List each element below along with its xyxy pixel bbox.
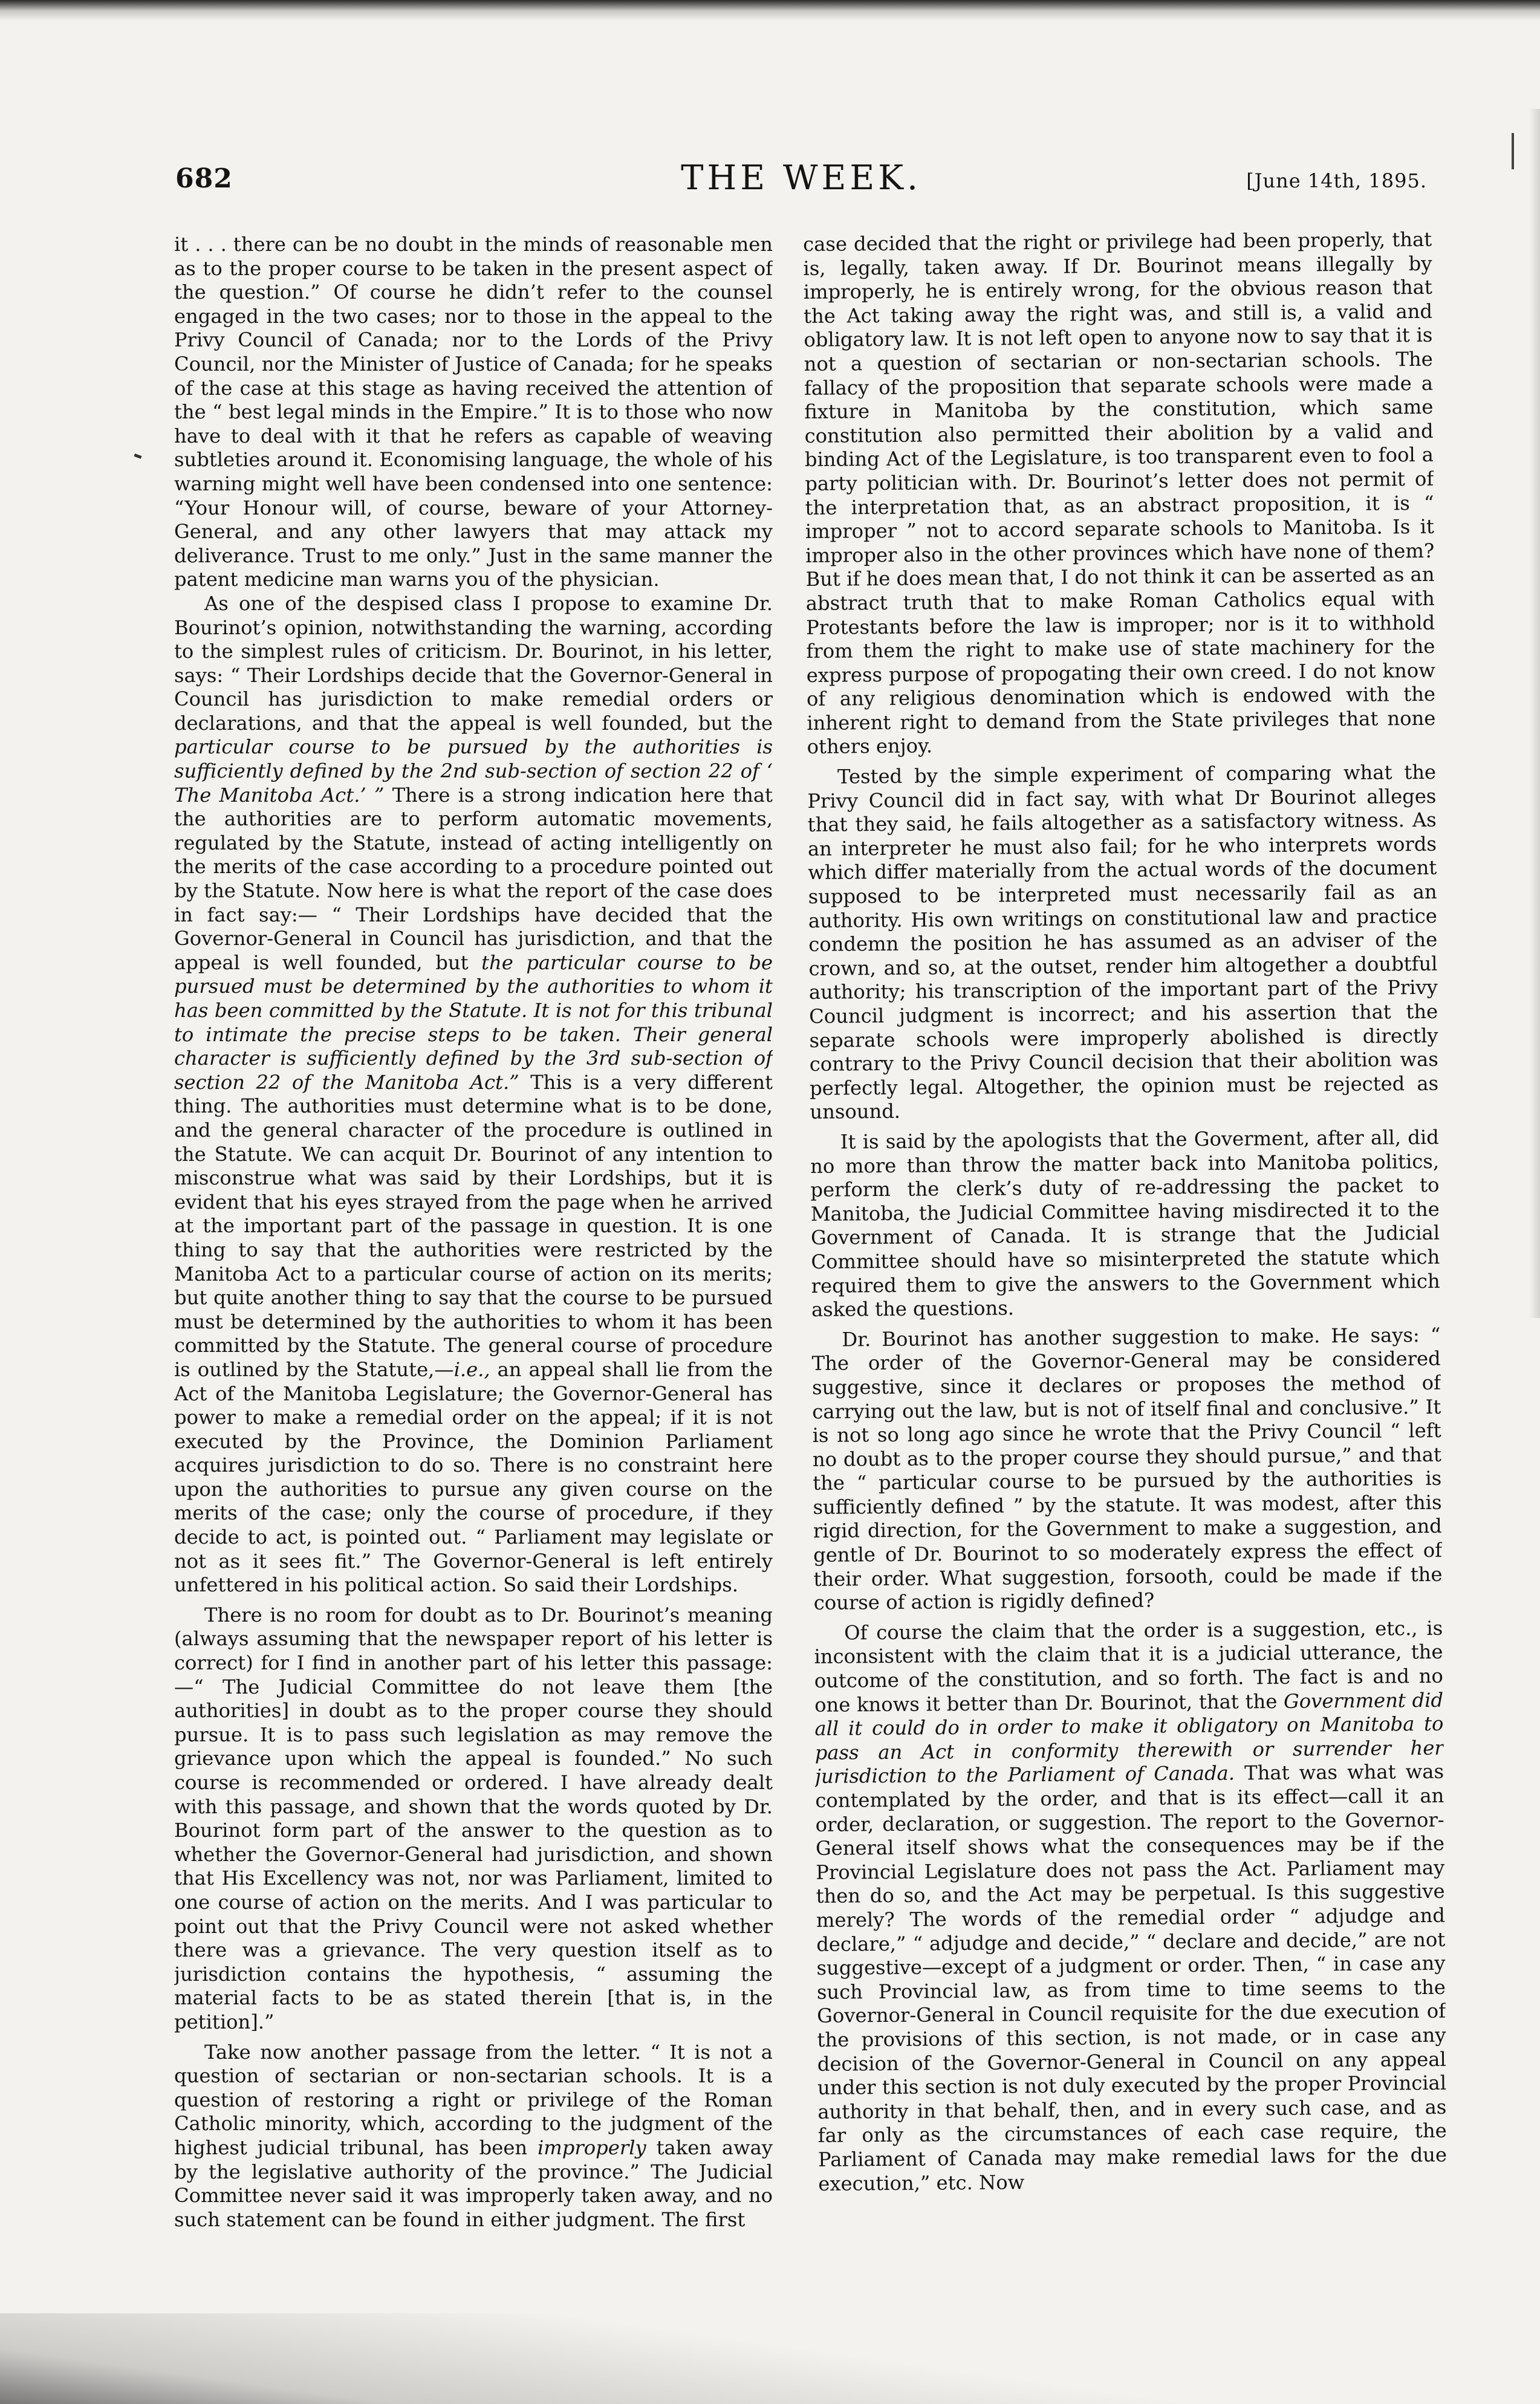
text-run: an appeal shall lie from the Act of the Manitoba Legislature; the Governor-General has power to make a remedial order on the appeal; if it is not executed by the Province, the Dominion Parliament acquires jurisdiction to do so. There is no constraint here upon the authorities to pursue any given course on the merits of the case; only the course of procedure, if they decide to act, is pointed out. “ Parliament may legislate or not as it sees fit.” The Governor-General is left entirely unfettered in his political action. So said their Lordships. [174, 1357, 773, 1597]
text-run: Dr. Bourinot has another suggestion to make. He says: “ The order of the Governor-General may be considered suggestive, since it declares or proposes the method of carrying out the law, but is not of itself final and conclusive.” It is not so long ago since he wrote that the Privy Council “ left no doubt as to the proper course they should pursue,” and that the “ particular course to be pursued by the authorities is sufficiently defined ” by the statute. It was modest, after this rigid direction, for the Government to make a suggestion, and gentle of Dr. Bourinot to so moderately express the effect of their order. What suggestion, forsooth, could be made if the course of action is rigidly defined? [811, 1323, 1443, 1615]
page-number: 682 [175, 163, 233, 194]
paragraph [174, 592, 773, 1597]
margin-rule [1512, 133, 1514, 169]
italic-abbrev: i.e., [453, 1357, 490, 1381]
text-run: case decided that the right or privilege had been properly, that is, legally, taken away. If Dr. Bourinot means illegally by improperly, he is entirely wrong, for the obvious reason that the Act taking away the right was, and still is, a valid and obligatory law. It is not left open to anyone now to say that it is not a question of sectarian or non-sectarian schools. The fallacy of the proposition that separate schools were made a fixture in Manitoba by the constitution, which same constitution also permitted their abolition by a valid and binding Act of the Legislature, is too transparent even to fool a party politician with. Dr. Bourinot’s letter does not permit of the interpretation that, as an abstract proposition, it is “ improper ” not to accord separate schools to Manitoba. Is it improper also in the other provinces which have none of them? But if he does mean that, I do not think it can be asserted as an abstract truth that to make Roman Catholics equal with Protestants before the law is improper; nor is it to withhold from them the right to make use of state machinery for the express purpose of propogating their own creed. I do not know of any religious denomination which is endowed with the inherent right to demand from the State privileges that none others enjoy. [803, 227, 1436, 759]
text-run: There is a strong indication here that the authorities are to perform automatic movements, regulated by the Statute, instead of acting intelligently on the merits of the case according to a procedure pointed out by the Statute. Now here is what the report of the case does in fact say:— “ Their Lordships have decided that the Governor-General in Council has jurisdiction, and that the appeal is well founded, but [174, 783, 773, 974]
paragraph [814, 1617, 1447, 2196]
text-run: This is a very different thing. The authorities must determine what is to be done, and the general character of the procedure is outlined in the Statute. We can acquit Dr. Bourinot of any intention to misconstrue what was said by their Lordships, but it is evident that his eyes strayed from the page when he arrived at the important part of the passage in question. It is one thing to say that the authorities were restricted by the Manitoba Act to a particular course of action on its merits; but quite another thing to say that the course to be pursued must be determined by the authorities to whom it has been committed by the Statute. The general course of procedure is outlined by the Statute,— [174, 1070, 773, 1381]
right-column [803, 228, 1449, 2367]
text-run: It is said by the apologists that the Goverment, after all, did no more than throw the matter back into Manitoba politics, perform the clerk’s duty of re-addressing the packet to Manitoba, the Judicial Committee having misdirected it to the Government of Canada. It is strange that the Judicial Committee should have so misinterpreted the statute which required them to give the answers to the Government which asked the questions. [810, 1125, 1440, 1322]
issue-date: [June 14th, 1895. [1246, 169, 1427, 192]
paragraph [174, 233, 773, 592]
paragraph [811, 1323, 1443, 1615]
text-run: Tested by the simple experiment of comparing what the Privy Council did in fact say, with what Dr Bourinot alleges that they said, he fails altogether as a satisfactory witness. As an interpreter he must also fail; for he who interprets words which differ materially from the actual words of the document supposed to be interpreted must necessarily fail as an authority. His own writings on constitutional law and practice condemn the position he has assumed as an adviser of the crown, and so, at the outset, render him altogether a doubtful authority; his transcription of the important part of the Privy Council judgment is incorrect; and his assertion that the separate schools were improperly abolished is directly contrary to the Privy Council decision that their abolition was perfectly legal. Altogether, the opinion must be rejected as unsound. [807, 760, 1439, 1124]
text-run: There is no room for doubt as to Dr. Bourinot’s meaning (always assuming that the newspaper report of his letter is correct) for I find in another part of his letter this passage:—“ The Judicial Committee do not leave them [the authorities] in doubt as to the proper course they should pursue. It is to pass such legislation as may remove the grievance upon which the appeal is founded.” No such course is recommended or ordered. I have already dealt with this passage, and shown that the words quoted by Dr. Bourinot form part of the answer to the question as to whether the Governor-General had jurisdiction, and shown that His Excellency was not, nor was Parliament, limited to one course of action on the merits. And I was particular to point out that the Privy Council were not asked whether there was a grievance. The very question itself as to jurisdiction contains the hypothesis, “ assuming the material facts to be as stated therein [that is, in the petition].” [174, 1603, 773, 2033]
text-run: As one of the despised class I propose to examine Dr. Bourinot’s opinion, notwithstanding the warning, according to the simplest rules of criticism. Dr. Bourinot, in his letter, says: “ Their Lordships decide that the Governor-General in Council has jurisdiction to make remedial orders or declarations, and that the appeal is well founded, but the [174, 591, 773, 735]
paragraph [810, 1126, 1440, 1322]
margin-mark [134, 453, 142, 459]
text-run: Of course the claim that the order is a suggestion, etc., is inconsistent with the claim that it is a judicial utterance, the outcome of the constitution, and so forth. The fact is and no one knows it better than Dr. Bourinot, that the [814, 1616, 1443, 1717]
italic-quote: Government did all it could do in order to make it obligatory on Manitoba to pass an Act in conformity therewith or surrender her jurisdiction to the Parliament of Canada. [814, 1688, 1444, 1788]
scan-edge-top [0, 0, 1540, 21]
paragraph [174, 2041, 773, 2232]
paragraph [803, 228, 1436, 759]
italic-quote: particular course to be pursued by the authorities is sufficiently defined by the 2nd sub-section of section 22 of ‘ The Manitoba Act.’ ” [174, 735, 773, 807]
italic-quote: the particular course to be pursued must be determined by the authorities to whom it has been committed by the Statute. It is not for this tribunal to intimate the precise steps to be taken. Their general character is sufficiently defined by the 3rd sub-section of section 22 of the Manitoba Act.” [174, 950, 773, 1094]
paragraph [174, 1603, 773, 2035]
text-run: That was what was contemplated by the order, and that is its effect—call it an order, declaration, or suggestion. The report to the Governor-General itself shows what the consequences may be if the Provincial Legislature does not pass the Act. Parliament may then do so, and the Act may be perpetual. Is this suggestive merely? The words of the remedial order “ adjudge and declare,” “ adjudge and decide,” “ declare and decide,” are not suggestive—except of a judgment or order. Then, “ in case any such Provincial law, as from time to time seems to the Governor-General in Council requisite for the due execution of the provisions of this section, is not made, or in case any decision of the Governor-General in Council on any appeal under this section is not duly executed by the proper Provincial authority in that behalf, then, and in every such case, and as far only as the circumstances of each case require, the Parliament of Canada may make remedial laws for the due execution,” etc. Now [815, 1760, 1447, 2195]
italic-word: improperly [537, 2136, 646, 2159]
page-header [175, 158, 1427, 201]
text-run: it . . . there can be no doubt in the minds of reasonable men as to the proper course to be taken in the present aspect of the question.” Of course he didn’t refer to the counsel engaged in the two cases; nor to those in the appeal to the Privy Council of Canada; nor to the Lords of the Privy Council, nor the Minister of Justice of Canada; for he speaks of the case at this stage as having received the attention of the “ best legal minds in the Empire.” It is to those who now have to deal with it that he refers as capable of weaving subtleties around it. Economising language, the whole of his warning might well have been condensed into one sentence: “Your Honour will, of course, beware of your Attorney-General, and any other lawyers that may attack my deliverance. Trust to me only.” Just in the same manner the patent medicine man warns you of the physician. [174, 233, 773, 591]
paragraph [807, 761, 1439, 1125]
text-run: Take now another passage from the letter. “ It is not a question of sectarian or non-sectarian schools. It is a question of restoring a right or privilege of the Roman Catholic minority, which, according to the judgment of the highest judicial tribunal, has been [174, 2040, 773, 2159]
left-column [174, 233, 773, 2367]
scan-edge-right [1529, 109, 1540, 1318]
text-run: taken away by the legislative authority of the province.” The Judicial Committee never said it was improperly taken away, and no such statement can be found in either judgment. The first [174, 2136, 773, 2231]
journal-title: THE WEEK. [681, 158, 921, 198]
